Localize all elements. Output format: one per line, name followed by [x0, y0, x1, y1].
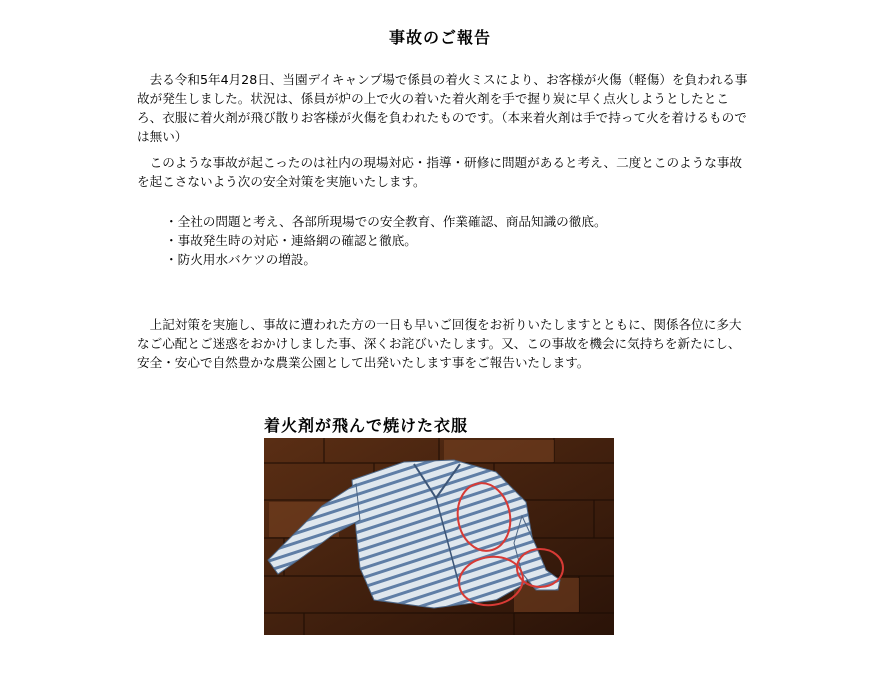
photo-caption: 着火剤が飛んで焼けた衣服	[264, 416, 469, 435]
page-title: 事故のご報告	[388, 28, 491, 47]
intro-paragraph: 去る令和5年4月28日、当園デイキャンプ場で係員の着火ミスにより、お客様が火傷（軽傷）を負われる事故が発生しました。状況は、係員が炉の上で火の着いた着火剤を手で握り炭に早く点火しようとしたところ、衣服に着火剤が飛び散りお客様が火傷を負われたものです。（本来着火剤は手で持って火を着けるものでは無い）	[137, 72, 748, 144]
closing-paragraph: 上記対策を実施し、事故に遭われた方の一日も早いご回復をお祈りいたしますとともに、関係各位に多大なご心配とご迷惑をおかけしました事、深くお詫びいたします。又、この事故を機会に気持ちを新たにし、安全・安心で自然豊かな農業公園として出発いたします事をご報告いたします。	[137, 317, 742, 370]
measures-intro-paragraph: このような事故が起こったのは社内の現場対応・指導・研修に問題があると考え、二度とこのような事故を起こさないよう次の安全対策を実施いたします。	[137, 155, 743, 189]
safety-measures-list	[165, 212, 607, 269]
burned-shirt-photo	[264, 438, 614, 635]
measure-item: ・全社の問題と考え、各部所現場での安全教育、作業確認、商品知識の徹底。	[165, 214, 607, 229]
measure-item: ・事故発生時の対応・連絡網の確認と徹底。	[165, 233, 417, 248]
measure-item: ・防火用水バケツの増設。	[165, 252, 316, 267]
shirt-body	[352, 460, 534, 608]
